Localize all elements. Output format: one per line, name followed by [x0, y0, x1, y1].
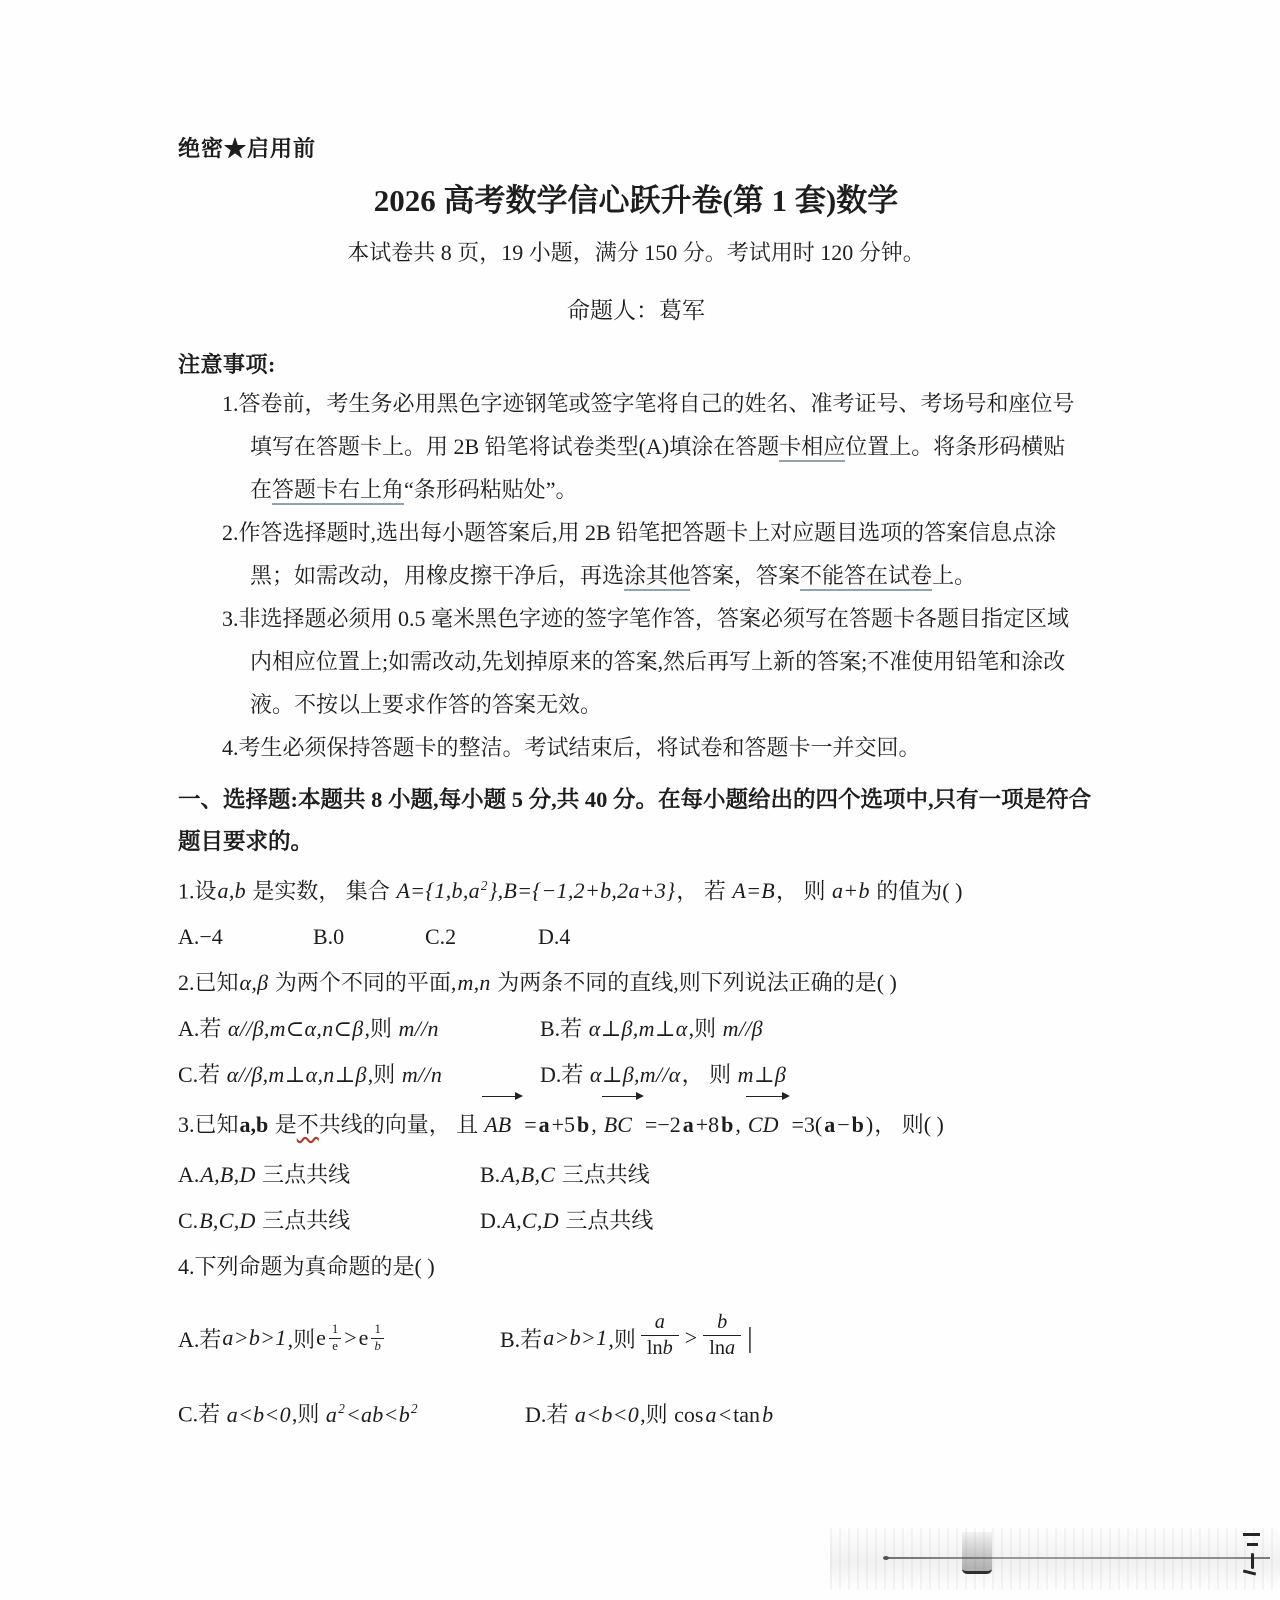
superscript: 2 [480, 878, 488, 893]
cos-label: cos [674, 1401, 704, 1427]
text-run: B.若 [500, 1326, 543, 1352]
question-2-options-ab [178, 1006, 1094, 1052]
math-run: a>b>1 [222, 1325, 287, 1351]
math-run: α⊥β,m⊥α [588, 1016, 688, 1042]
underlined-text: 卡相应 [779, 434, 845, 462]
note-2-line-2 [178, 554, 1094, 597]
question-4-options-ab [178, 1290, 1094, 1386]
text-run: 为两个不同的平面, [269, 970, 457, 996]
page-title: 2026 高考数学信心跃升卷(第 1 套)数学 [373, 183, 899, 218]
bold-vector-run: b [851, 1112, 864, 1138]
option-a: A.−4 [178, 924, 223, 950]
fraction-numerator: 1 [331, 1321, 339, 1336]
math-run: a<b<0 [574, 1401, 640, 1427]
bold-vector-run: b [577, 1112, 590, 1138]
math-run: <ab<b [345, 1401, 411, 1427]
text-run: C.若 [178, 1401, 226, 1427]
math-run: A,C,D [502, 1208, 559, 1234]
tan-label: tan [733, 1401, 761, 1427]
text-run: B.若 [540, 1016, 588, 1042]
math-run: =−2 [644, 1112, 681, 1138]
math-run: , [735, 1112, 741, 1138]
text-run: C. [178, 1208, 199, 1234]
math-run: > [344, 1325, 357, 1351]
math-run: },B={−1,2+b,2a+3} [488, 878, 676, 904]
math-run: A,B,D [200, 1162, 256, 1188]
math-run: m//β [722, 1016, 763, 1042]
math-run: − [837, 1112, 850, 1138]
option-c: C.2 [425, 924, 457, 950]
math-run: A={1,b,a [396, 878, 480, 904]
text-run: ， 若 [676, 878, 732, 904]
text-run: A. [178, 1162, 200, 1188]
option-a [178, 1152, 480, 1198]
note-3-line-3: 液。不按以上要求作答的答案无效。 [250, 692, 603, 717]
text-run: 共线的向量， 且 [318, 1112, 479, 1138]
fraction-denominator: e [329, 1338, 341, 1355]
scan-mark [1243, 1569, 1256, 1575]
question-1-stem [178, 863, 1094, 914]
fraction-denominator: b [371, 1338, 383, 1355]
fraction-numerator: a [654, 1310, 665, 1333]
math-run: a>b>1 [543, 1325, 608, 1351]
bold-vector-run: a [682, 1112, 694, 1138]
text-run: 三点共线 [556, 1162, 650, 1188]
math-run: +5 [551, 1112, 576, 1138]
fraction-numerator: b [717, 1310, 728, 1333]
fraction-denominator [703, 1335, 741, 1361]
superscript: 2 [411, 1401, 418, 1417]
bold-vector-run: a,b [239, 1112, 269, 1138]
fraction-numerator: 1 [374, 1321, 381, 1336]
option-a [178, 1322, 500, 1355]
text-run: D.若 [540, 1062, 589, 1088]
text-run: 三点共线 [559, 1208, 654, 1234]
math-run: α,β [239, 970, 269, 996]
question-4-stem: 4.下列命题为真命题的是( ) [178, 1254, 435, 1280]
scan-artifact [0, 1500, 1280, 1600]
math-run: A=B [732, 878, 775, 904]
question-1-options [178, 914, 1094, 960]
note-1-line-2 [178, 425, 1094, 468]
text-run: ,则 [367, 1062, 401, 1088]
text-run: 位置上。将条形码横贴 [845, 434, 1066, 459]
exponent-fraction [371, 1322, 383, 1355]
math-run: a<b<0 [226, 1401, 291, 1427]
option-c [178, 1198, 480, 1244]
text-run: A.若 [178, 1016, 227, 1042]
underlined-text: 涂其他 [624, 563, 690, 591]
math-run: m//n [398, 1016, 439, 1042]
text-run: ,则 [287, 1326, 316, 1352]
question-3-options-cd [178, 1198, 1094, 1244]
note-1-line-3 [178, 468, 1094, 511]
scan-dot [883, 1556, 889, 1560]
note-3-line-2: 内相应位置上;如需改动,先划掉原来的答案,然后再写上新的答案;不准使用铅笔和涂改 [250, 649, 1066, 674]
math-run: e [358, 1325, 369, 1351]
text-run: 三点共线 [256, 1162, 351, 1188]
section-heading-line-2: 题目要求的。 [178, 829, 314, 854]
fraction [641, 1310, 679, 1362]
notes-heading: 注意事项: [178, 352, 276, 377]
option-d [540, 1052, 787, 1098]
underlined-text: 答题卡右上角 [272, 477, 404, 505]
text-run: 是实数， 集合 [246, 878, 396, 904]
ln-label: ln [709, 1336, 725, 1359]
scan-mark [1251, 1553, 1254, 1569]
text-run: 黑；如需改动，用橡皮擦干净后，再选 [250, 563, 625, 588]
text-run: 是 [269, 1112, 297, 1138]
text-run: ,则 [364, 1016, 398, 1042]
scan-line [888, 1557, 1270, 1559]
math-run: α//β,m⊥α,n⊥β [226, 1062, 367, 1088]
option-d: D.4 [538, 924, 571, 950]
math-run: e [316, 1325, 326, 1351]
author-line: 命题人：葛军 [567, 298, 705, 323]
text-run: B. [480, 1162, 501, 1188]
ln-label: ln [646, 1336, 663, 1359]
scan-smudge [962, 1532, 992, 1574]
text-run: 上。 [932, 563, 977, 588]
bold-vector-run: b [721, 1112, 734, 1138]
note-4-line-1: 4.考生必须保持答题卡的整洁。考试结束后，将试卷和答题卡一并交回。 [222, 735, 921, 760]
text-run: 为两条不同的直线,则下列说法正确的是( ) [491, 970, 897, 996]
text-run: 3.已知 [178, 1112, 239, 1138]
math-run: < [718, 1401, 732, 1427]
math-run: +8 [695, 1112, 720, 1138]
text-run: C.若 [178, 1062, 226, 1088]
vector-ab: AB [482, 1098, 521, 1152]
math-run: α⊥β,m//α [589, 1062, 681, 1088]
option-c [178, 1052, 540, 1098]
scan-streaks [830, 1528, 1280, 1590]
math-run: b [762, 1401, 774, 1427]
math-run: α//β,m⊂α,n⊂β [227, 1016, 364, 1042]
vector-bc: BC [602, 1098, 642, 1152]
math-run: > [684, 1325, 698, 1351]
exam-info-line: 本试卷共 8 页，19 小题，满分 150 分。考试用时 120 分钟。 [347, 240, 925, 265]
math-run: a+b [832, 878, 870, 904]
text-run: 的值为( ) [870, 878, 963, 904]
text-run: ,则 [291, 1401, 325, 1427]
question-2-stem [178, 960, 1094, 1006]
math-run: a [724, 1336, 736, 1359]
scan-mark [1243, 1533, 1260, 1536]
note-2-line-1: 2.作答选择题时,选出每小题答案后,用 2B 铅笔把答题卡上对应题目选项的答案信息点涂 [222, 520, 1057, 545]
bold-vector-run: a [538, 1112, 550, 1138]
text-run: 答案，答案 [690, 563, 801, 588]
text-run: 填写在答题卡上。用 2B 铅笔将试卷类型(A)填涂在答题 [250, 434, 780, 459]
text-run: 1.设 [178, 878, 217, 904]
text-run: D. [480, 1208, 502, 1234]
math-run: m//n [401, 1062, 443, 1088]
math-run: a [705, 1401, 717, 1427]
math-run: ) [865, 1112, 874, 1138]
page-content [178, 134, 1094, 1438]
text-run: ,则 [608, 1326, 636, 1352]
option-c [178, 1386, 525, 1437]
math-run: m,n [457, 970, 491, 996]
option-b [500, 1310, 753, 1365]
math-run: a [325, 1401, 338, 1427]
section-heading-line-1: 一、选择题:本题共 8 小题,每小题 5 分,共 40 分。在每小题给出的四个选项中,只有一项是符合 [178, 787, 1092, 812]
stray-cursor-bar: | [747, 1323, 753, 1355]
text-run: 2.已知 [178, 970, 239, 996]
underlined-text: 不能答在试卷 [800, 563, 932, 591]
text-run: ,则 [640, 1401, 674, 1427]
option-d [525, 1392, 774, 1438]
bold-vector-run: a [824, 1112, 836, 1138]
question-3-stem [178, 1098, 1094, 1152]
option-d [480, 1198, 653, 1244]
math-run: =3( [791, 1112, 823, 1138]
vector-cd: CD [746, 1098, 789, 1152]
option-b [540, 1006, 764, 1052]
scan-mark [1247, 1543, 1258, 1546]
option-b [480, 1152, 650, 1198]
question-4-options-cd [178, 1386, 1094, 1437]
text-run: ， 则 [681, 1062, 737, 1088]
exponent-fraction [329, 1322, 341, 1355]
text-run: “条形码粘贴处”。 [404, 477, 578, 502]
math-run: b [662, 1336, 673, 1359]
note-1-line-1: 1.答卷前，考生务必用黑色字迹钢笔或签字笔将自己的姓名、准考证号、考场号和座位号 [222, 391, 1075, 416]
note-3-line-1: 3.非选择题必须用 0.5 毫米黑色字迹的签字笔作答，答案必须写在答题卡各题目指定区域 [222, 606, 1070, 631]
secrecy-label: 绝密★启用前 [178, 136, 317, 161]
math-run: A,B,C [501, 1162, 556, 1188]
text-run: ， 则 [775, 878, 831, 904]
spellcheck-squiggle-text: 不 [296, 1112, 319, 1138]
fraction [703, 1310, 741, 1362]
text-run: 三点共线 [256, 1208, 351, 1234]
text-run: D.若 [525, 1401, 574, 1427]
math-run: B,C,D [199, 1208, 256, 1234]
text-run: 在 [250, 477, 273, 502]
math-run: a,b [217, 878, 246, 904]
text-run: ， 则( ) [874, 1112, 944, 1138]
math-run: , [591, 1112, 597, 1138]
math-run: = [524, 1112, 537, 1138]
superscript: 2 [338, 1401, 345, 1417]
question-3-options-ab [178, 1152, 1094, 1198]
text-run: A.若 [178, 1326, 222, 1352]
option-a [178, 1006, 540, 1052]
math-run: m⊥β [737, 1062, 787, 1088]
option-b: B.0 [313, 924, 345, 950]
text-run: ,则 [688, 1016, 722, 1042]
fraction-denominator [641, 1335, 679, 1361]
